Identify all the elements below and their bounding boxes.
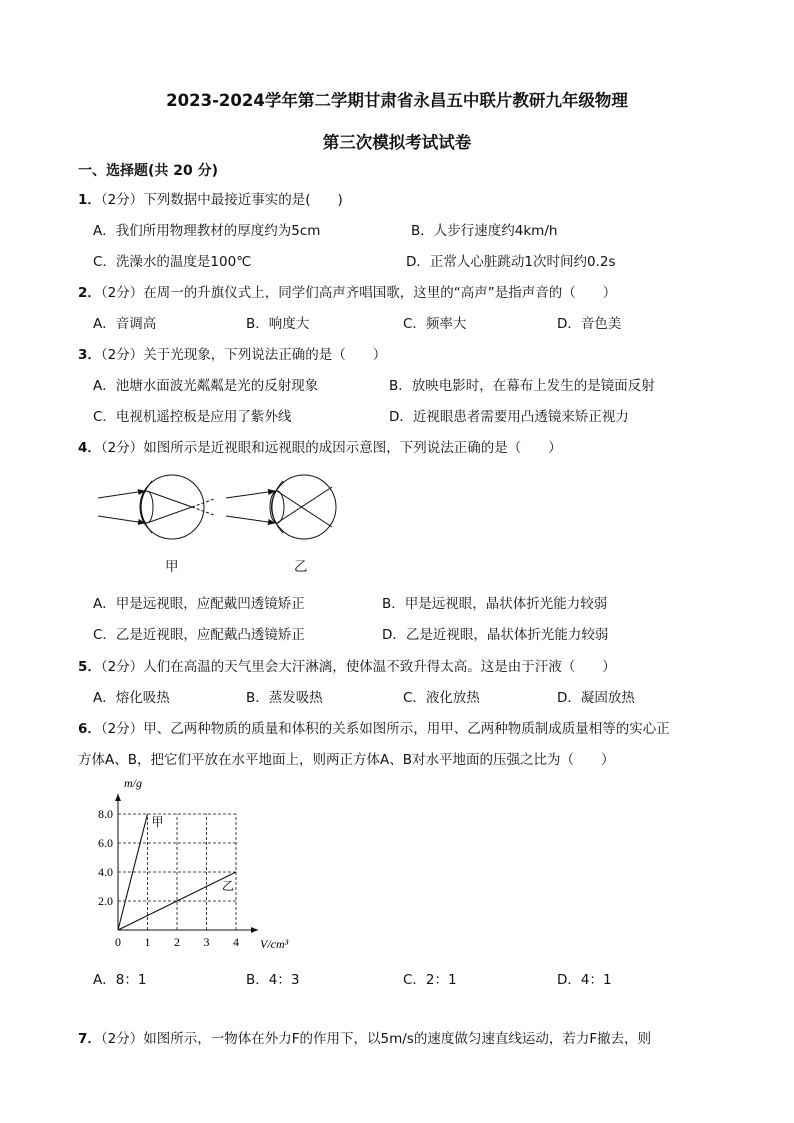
question-5 <box>78 655 616 675</box>
question-number: 2． <box>78 285 101 301</box>
page-subtitle: 第三次模拟考试试卷 <box>322 133 472 152</box>
question-stem: 如图所示是近视眼和远视眼的成因示意图，下列说法正确的是（ ） <box>143 440 562 456</box>
question-stem: 如图所示，一物体在外力F的作用下，以5m/s的速度做匀速直线运动，若力F撤去，则 <box>143 1031 652 1047</box>
option-3c: C．电视机遥控板是应用了紫外线 <box>93 409 292 425</box>
option-1b: B．人步行速度约4km/h <box>411 223 558 239</box>
option-2d: D．音色美 <box>557 316 622 332</box>
question-number: 3． <box>78 347 101 363</box>
question-score: （2分） <box>100 440 144 456</box>
y-tick-label: 2.0 <box>98 894 113 908</box>
y-tick-label: 8.0 <box>98 807 113 821</box>
option-6c: C．2：1 <box>403 972 457 988</box>
option-3d: D．近视眼患者需要用凸透镜来矫正视力 <box>389 409 629 425</box>
question-score: （2分） <box>100 1031 144 1047</box>
question-number: 1． <box>78 192 101 208</box>
page-title: 2023-2024学年第二学期甘肃省永昌五中联片教研九年级物理 <box>166 91 628 110</box>
option-1a: A．我们所用物理教材的厚度约为5cm <box>93 223 321 239</box>
eye-jia <box>98 475 214 539</box>
option-6a: A．8：1 <box>93 972 147 988</box>
option-2c: C．频率大 <box>403 316 467 332</box>
mass-volume-chart <box>88 775 308 955</box>
eye-diagram-figure <box>90 465 350 580</box>
option-5b: B．蒸发吸热 <box>246 690 323 706</box>
option-2a: A．音调高 <box>93 316 157 332</box>
question-score: （2分） <box>100 192 144 208</box>
option-4b: B．甲是远视眼，晶状体折光能力较弱 <box>382 596 608 612</box>
y-axis-label: m/g <box>124 776 142 790</box>
option-5d: D．凝固放热 <box>557 690 635 706</box>
option-4a: A．甲是远视眼，应配戴凹透镜矫正 <box>93 596 305 612</box>
question-score: （2分） <box>100 347 144 363</box>
chart-axes <box>115 794 258 933</box>
x-tick-label: 4 <box>233 935 239 949</box>
question-score: （2分） <box>100 285 144 301</box>
question-stem: 关于光现象，下列说法正确的是（ ） <box>143 347 387 363</box>
question-2 <box>78 281 616 301</box>
question-7 <box>78 1027 651 1047</box>
x-tick-label: 3 <box>203 935 210 949</box>
question-number: 6． <box>78 721 101 737</box>
option-6b: B．4：3 <box>246 972 300 988</box>
x-tick-label: 2 <box>174 935 180 949</box>
question-score: （2分） <box>100 721 144 737</box>
option-3b: B．放映电影时，在幕布上发生的是镜面反射 <box>389 378 655 394</box>
option-1c: C．洗澡水的温度是100℃ <box>93 254 252 270</box>
eye-yi <box>226 475 336 539</box>
chart-grid <box>118 814 236 930</box>
question-1 <box>78 188 343 208</box>
x-tick-label: 0 <box>115 935 121 949</box>
option-4d: D．乙是近视眼，晶状体折光能力较弱 <box>382 627 609 643</box>
question-number: 7． <box>78 1031 101 1047</box>
y-tick-label: 4.0 <box>98 865 113 879</box>
series-label-yi: 乙 <box>222 879 235 893</box>
question-stem: 下列数据中最接近事实的是( ) <box>143 192 343 208</box>
question-stem: 人们在高温的天气里会大汗淋漓，使体温不致升得太高。这是由于汗液（ ） <box>143 659 616 675</box>
question-stem: 在周一的升旗仪式上，同学们高声齐唱国歌，这里的“高声”是指声音的（ ） <box>143 285 617 301</box>
option-5a: A．熔化吸热 <box>93 690 170 706</box>
chart-labels <box>98 776 289 951</box>
series-label-jia: 甲 <box>151 815 164 829</box>
x-axis-arrow <box>251 927 258 933</box>
option-6d: D．4：1 <box>557 972 612 988</box>
question-3 <box>78 343 386 363</box>
question-number: 4． <box>78 440 101 456</box>
question-score: （2分） <box>100 659 144 675</box>
x-tick-label: 1 <box>144 935 151 949</box>
option-4c: C．乙是近视眼，应配戴凸透镜矫正 <box>93 627 305 643</box>
figure-label-yi: 乙 <box>294 559 308 575</box>
question-stem: 甲、乙两种物质的质量和体积的关系如图所示，用甲、乙两种物质制成质量相等的实心正 <box>143 721 670 737</box>
option-5c: C．液化放热 <box>403 690 480 706</box>
question-4 <box>78 436 562 456</box>
option-1d: D．正常人心脏跳动1次时间约0.2s <box>406 254 616 270</box>
y-axis-arrow <box>115 794 121 801</box>
question-number: 5． <box>78 659 101 675</box>
x-axis-label: V/cm³ <box>260 937 289 951</box>
section-heading: 一、选择题(共 20 分) <box>78 163 219 179</box>
question-6 <box>78 717 670 737</box>
question-6-continued: 方体A、B，把它们平放在水平地面上，则两正方体A、B对水平地面的压强之比为（ ） <box>78 752 615 768</box>
option-2b: B．响度大 <box>246 316 310 332</box>
option-3a: A．池塘水面波光粼粼是光的反射现象 <box>93 378 319 394</box>
y-tick-label: 6.0 <box>98 836 113 850</box>
figure-label-jia: 甲 <box>165 559 179 575</box>
